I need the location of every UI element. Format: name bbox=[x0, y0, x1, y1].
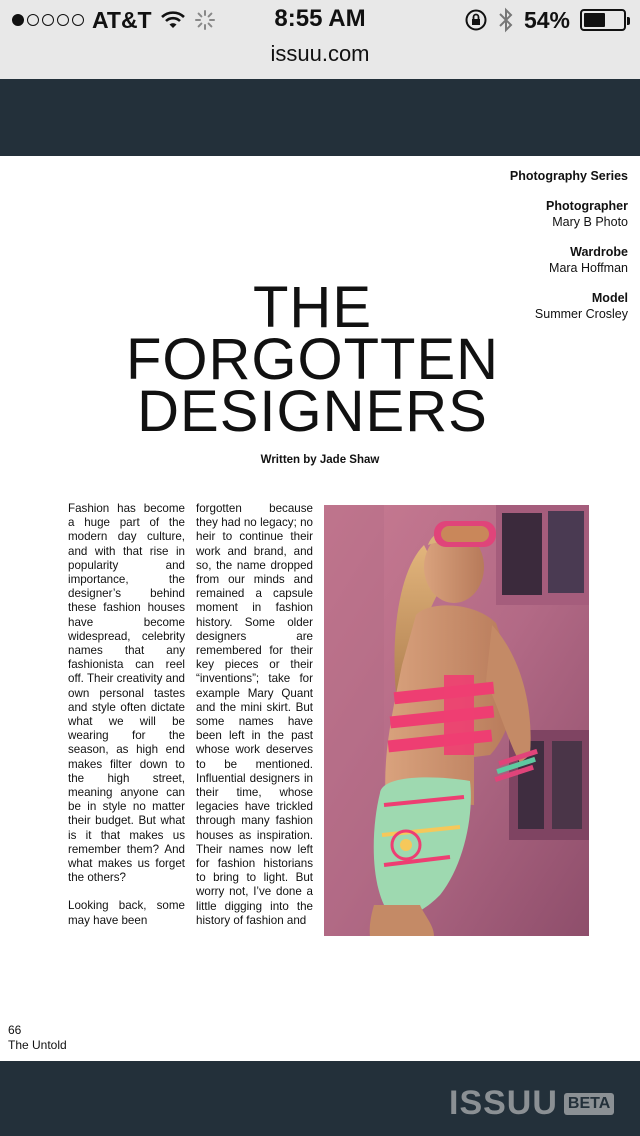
byline: Written by Jade Shaw bbox=[260, 454, 380, 466]
rotation-lock-icon bbox=[464, 8, 488, 32]
battery-percent: 54% bbox=[523, 6, 570, 33]
page-number: 66 bbox=[8, 1023, 22, 1037]
battery-level bbox=[584, 13, 605, 27]
series-label: Photography Series bbox=[509, 169, 628, 183]
address-bar[interactable] bbox=[0, 40, 640, 79]
credits-block bbox=[510, 168, 628, 336]
bluetooth-icon bbox=[498, 7, 514, 33]
article-title bbox=[100, 275, 525, 444]
page-footer bbox=[8, 1023, 67, 1053]
credit-name-model: Summer Crosley bbox=[534, 307, 628, 321]
title-line-1: THE bbox=[253, 275, 372, 340]
credit-role-model: Model bbox=[591, 291, 628, 305]
fashion-model-photo bbox=[324, 505, 589, 936]
beta-badge: BETA bbox=[564, 1093, 614, 1115]
status-right bbox=[464, 6, 626, 34]
column-2-paragraph-1: forgotten because they had no legacy; no heir to continue their work and brand, and so, the name dropped from our minds and remained a capsule moment in fashion history. Some older designers are remembered for their key pieces or their “inventions”; take for example Mary Quant and the mini skirt. But some names have been left in the past whose work deserves to be mentioned. Influential designers in their time, whose legacies have trickled through many fashion houses as inspiration. Their names now left for fashion historians to bring to light. But worry not, I’ve done a little digging into the history of fashion and bbox=[196, 502, 313, 927]
credit-name-wardrobe: Mara Hoffman bbox=[549, 261, 628, 275]
status-time: 8:55 AM bbox=[274, 5, 366, 32]
publication-name: The Untold bbox=[8, 1038, 67, 1052]
credit-name-photographer: Mary B Photo bbox=[552, 215, 628, 229]
column-1-paragraph-2: Looking back, some may have been bbox=[68, 899, 185, 927]
carrier-name: AT&T bbox=[92, 6, 152, 33]
url-text: issuu.com bbox=[270, 41, 370, 66]
credit-role-photographer: Photographer bbox=[546, 199, 628, 213]
title-line-3: DESIGNERS bbox=[137, 379, 488, 444]
credit-role-wardrobe: Wardrobe bbox=[570, 245, 628, 259]
status-bar bbox=[0, 0, 640, 40]
battery-icon bbox=[580, 9, 626, 31]
magazine-page[interactable] bbox=[0, 156, 640, 1061]
issuu-logo[interactable] bbox=[449, 1084, 614, 1123]
issuu-logo-text: ISSUU bbox=[449, 1084, 558, 1122]
article-column-1 bbox=[68, 502, 185, 928]
title-line-2: FORGOTTEN bbox=[125, 327, 500, 392]
reader-top-band bbox=[0, 79, 640, 156]
column-1-paragraph-1: Fashion has become a huge part of the modern day culture, and with that rise in popularity and importance, the designer’s behind these fashion houses have become widespread, celebrity names that any fashionista can reel off. Their creativity and own personal tastes and style often dictate what we will be wearing for the season, as high end makes filter down to the high street, meaning anyone can be in style no matter their budget. But what is it that makes us remember them? And what makes us forget the others? bbox=[68, 502, 185, 885]
article-column-2 bbox=[196, 502, 313, 928]
